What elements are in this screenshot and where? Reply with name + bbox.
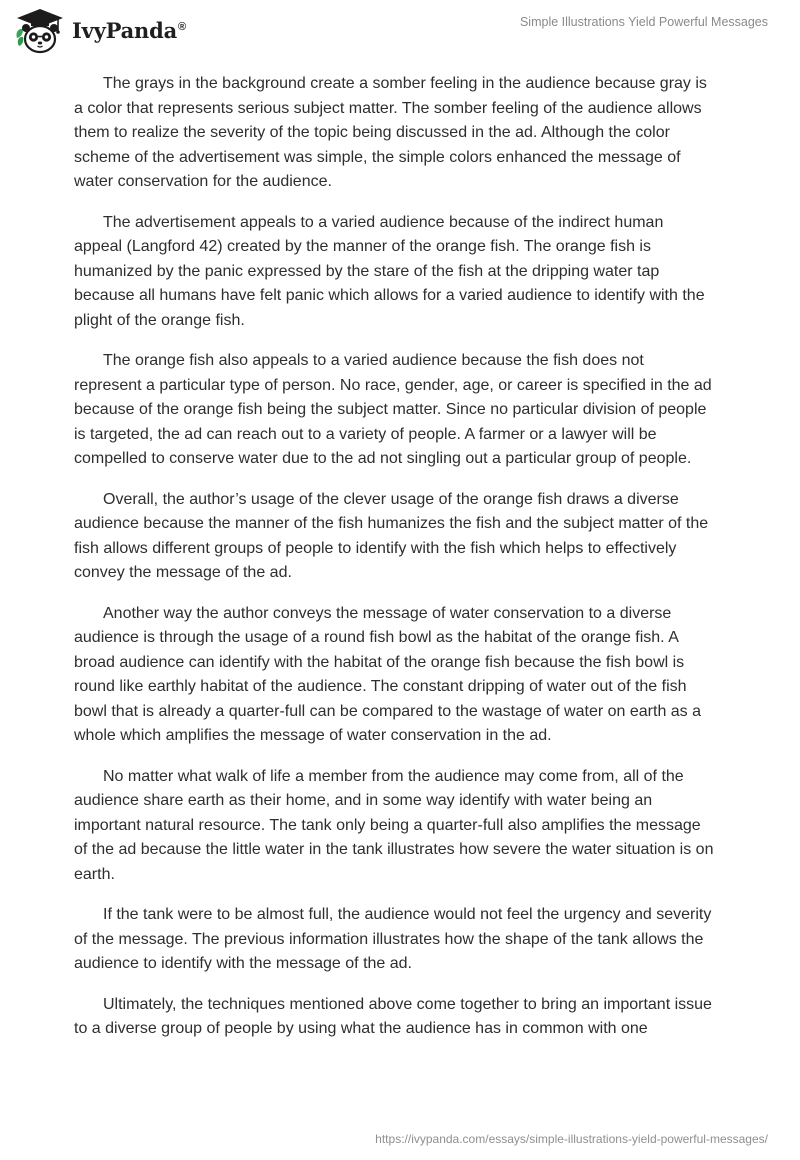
paragraph: Another way the author conveys the message of water conservation to a diverse audience is through the usage of a round fish bowl as the habitat of the orange fish. A broad audience can identify with the habitat of the orange fish because the fish bowl is round like earthly habitat of the audience. The constant dripping of water out of the fish bowl that is already a quarter-full can be compared to the wastage of water on earth as a whole which amplifies the message of water conservation in the ad. [74,604,702,744]
page-header [0,0,800,60]
document-title: Simple Illustrations Yield Powerful Messages [519,15,768,29]
registered-mark: ® [178,20,186,33]
paragraph: Ultimately, the techniques mentioned above come together to bring an important issue to a diverse group of people by using what the audience has in common with one [74,995,712,1037]
brand-name: IvyPanda® [72,17,186,43]
paragraph: The grays in the background create a somber feeling in the audience because gray is a color that represents serious subject matter. The somber feeling of the audience allows them to realize the severity of the topic being discussed in the ad. Although the color scheme of the advertisement was simple, the simple colors enhanced the message of water conservation for the audience. [74,75,707,190]
panda-graduate-icon [14,8,66,54]
ivypanda-logo[interactable] [14,8,186,54]
source-url[interactable]: https://ivypanda.com/essays/simple-illustrations-yield-powerful-messages/ [375,1132,768,1146]
paragraph: Overall, the author’s usage of the clever usage of the orange fish draws a diverse audience because the manner of the fish humanizes the fish and the subject matter of the fish allows different groups of people to identify with the fish which helps to effectively convey the message of the ad. [74,490,709,581]
paragraph: No matter what walk of life a member from the audience may come from, all of the audience share earth as their home, and in some way identify with water being an important natural resource. The tank only being a quarter-full also amplifies the message of the ad because the little water in the tank illustrates how severe the water situation is on earth. [74,767,714,883]
paragraph: If the tank were to be almost full, the audience would not feel the urgency and severity of the message. The previous information illustrates how the shape of the tank allows the audience to identify with the message of the ad. [74,906,712,972]
essay-body [74,72,714,1058]
paragraph: The orange fish also appeals to a varied audience because the fish does not represent a particular type of person. No race, gender, age, or career is specified in the ad because of the orange fish being the subject matter. Since no particular division of people is targeted, the ad can reach out to a variety of people. A farmer or a lawyer will be compelled to conserve water due to the ad not singling out a particular group of people. [74,352,712,467]
paragraph: The advertisement appeals to a varied audience because of the indirect human appeal (Langford 42) created by the manner of the orange fish. The orange fish is humanized by the panic expressed by the stare of the fish at the dripping water tap because all humans have felt panic which allows for a varied audience to identify with the plight of the orange fish. [74,213,705,329]
